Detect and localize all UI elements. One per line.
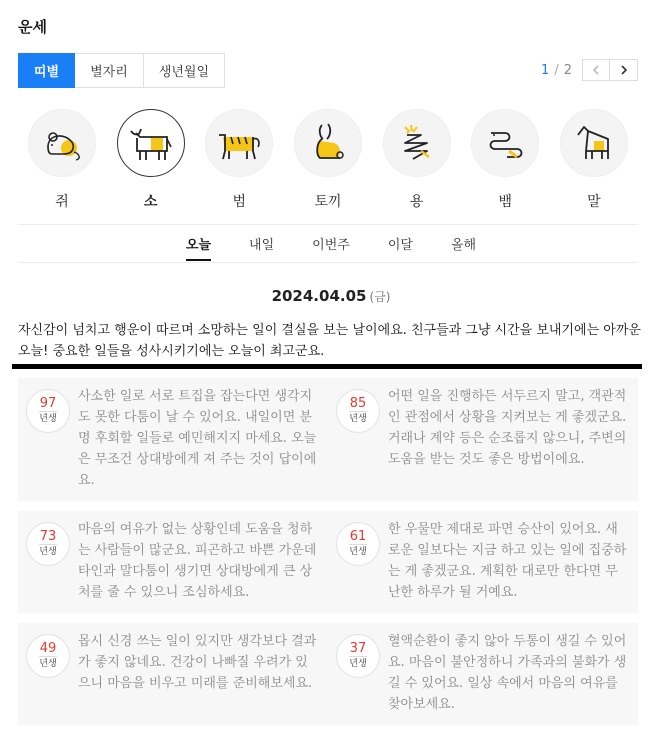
birth-year-number: 97 [39,396,57,411]
chevron-right-icon [620,65,628,75]
pager-prev-button[interactable] [582,59,610,81]
fortune-row [18,511,638,613]
tab-this-month[interactable]: 이달 [387,238,413,253]
zodiac-name: 뱀 [498,194,513,210]
zodiac-item-snake[interactable] [470,109,540,211]
zodiac-item-rabbit[interactable] [293,109,363,211]
pager-total: 2 [563,62,572,78]
tiger-icon [215,123,263,163]
dragon-icon [395,121,439,165]
tab-today[interactable]: 오늘 [186,234,211,261]
birth-year-number: 37 [349,641,367,656]
fortune-card [328,511,638,613]
tab-this-year[interactable]: 올해 [450,238,477,253]
fortune-text: 몹시 신경 쓰는 일이 있지만 생각보다 결과가 좋지 않네요. 건강이 나빠질 우려가 있으니 마음을 비우고 미래를 준비해보세요. [78,634,317,691]
category-tabs [18,53,225,88]
pager-status [541,63,572,78]
zodiac-name: 토끼 [314,194,342,210]
birth-year-badge [26,389,70,433]
tab-this-week[interactable]: 이번주 [312,238,350,253]
chevron-left-icon [592,65,600,75]
zodiac-circle [560,109,628,177]
fortune-text: 혈액순환이 좋지 않아 두통이 생길 수 있어요. 마음이 불안정하니 가족과의 불화가 생길 수 있어요. 일상 속에서 마음의 여유를 찾아보세요. [388,634,627,712]
birth-year-unit: 년생 [349,414,367,424]
tab-tomorrow[interactable]: 내일 [249,238,275,253]
date-weekday: (금) [369,290,391,304]
birth-year-badge [336,634,380,678]
fortune-text: 한 우물만 제대로 파면 승산이 있어요. 새로운 일보다는 지금 하고 있는 일에 집중하는 게 좋겠군요. 계획한 대로만 한다면 무난한 하루가 될 거예요. [388,522,627,600]
divider [18,262,638,263]
fortune-row [18,378,638,501]
zodiac-item-tiger[interactable] [204,109,274,211]
birth-year-number: 49 [39,641,57,656]
zodiac-name: 범 [232,194,247,210]
pager-next-button[interactable] [610,59,638,81]
birth-year-number: 73 [39,529,57,544]
zodiac-item-dragon[interactable] [382,109,452,211]
birth-year-badge [336,389,380,433]
fortune-card [18,378,328,501]
zodiac-circle [294,109,362,177]
zodiac-name: 소 [143,194,158,210]
zodiac-circle [117,109,185,177]
zodiac-name: 용 [409,194,424,210]
fortune-date [0,287,662,305]
zodiac-name: 말 [587,194,601,210]
black-divider-bar [12,364,642,369]
fortune-card [18,623,328,725]
fortune-card [328,378,638,501]
birth-year-unit: 년생 [39,659,57,669]
zodiac-circle [28,109,96,177]
pager [541,59,638,81]
zodiac-list [18,109,638,211]
zodiac-item-ox[interactable] [116,109,186,211]
period-tabs [0,234,662,261]
zodiac-circle [383,109,451,177]
birth-year-badge [26,522,70,566]
tab-zodiac-animal[interactable]: 띠별 [18,53,75,88]
snake-icon [483,123,527,163]
tab-birthdate[interactable]: 생년월일 [144,53,225,88]
fortune-card [328,623,638,725]
zodiac-item-horse[interactable] [559,109,629,211]
birth-year-unit: 년생 [349,659,367,669]
pager-separator: / [554,62,559,78]
birth-year-badge [336,522,380,566]
birth-year-unit: 년생 [39,414,57,424]
zodiac-item-rat[interactable] [27,109,97,211]
ox-icon [127,123,175,163]
fortune-text: 어떤 일을 진행하든 서두르지 말고, 객관적인 관점에서 상황을 지켜보는 게 좋겠군요. 거래나 계약 등은 순조롭지 않으니, 주변의 도움을 받는 것도 좋은 방법이에요. [388,389,627,467]
zodiac-circle [205,109,273,177]
divider [18,224,638,225]
zodiac-name: 쥐 [55,194,69,210]
rabbit-icon [308,121,348,165]
birth-year-unit: 년생 [39,547,57,557]
fortune-summary: 자신감이 넘치고 행운이 따르며 소망하는 일이 결실을 보는 날이에요. 친구들과 그냥 시간을 보내기에는 아까운 오늘! 중요한 일들을 성사시키기에는 오늘이 최고군요. [18,323,641,359]
fortune-card [18,511,328,613]
yearly-fortune-grid [18,378,638,733]
date-value: 2024.04.05 [271,287,367,305]
fortune-row [18,623,638,725]
rat-icon [40,123,84,163]
birth-year-number: 61 [349,529,367,544]
zodiac-circle [471,109,539,177]
page-title: 운세 [18,18,47,36]
tab-constellation[interactable]: 별자리 [75,53,144,88]
fortune-text: 사소한 일로 서로 트집을 잡는다면 생각지도 못한 다툼이 날 수 있어요. 내일이면 분명 후회할 일들로 예민해지지 마세요. 오늘은 무조건 상대방에게 져 주는 것이 답이에요. [78,389,317,488]
birth-year-number: 85 [349,396,367,411]
pager-current: 1 [541,62,550,78]
fortune-text: 마음의 여유가 없는 상황인데 도움을 청하는 사람들이 많군요. 피곤하고 바쁜 가운데 타인과 말다툼이 생기면 상대방에게 큰 상처를 줄 수 있으니 조심하세요. [78,522,317,600]
birth-year-unit: 년생 [349,547,367,557]
birth-year-badge [26,634,70,678]
horse-icon [572,121,616,165]
